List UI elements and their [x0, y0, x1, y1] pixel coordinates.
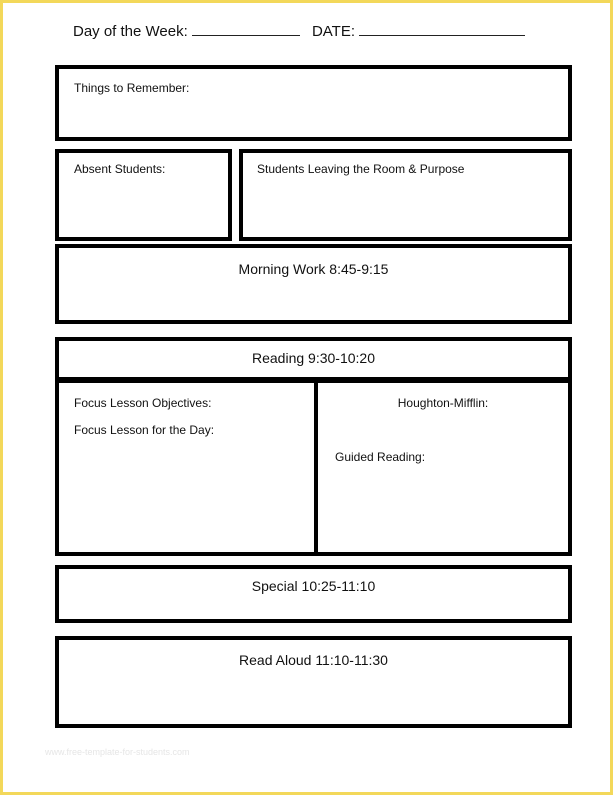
reading-heading: Reading 9:30-10:20: [252, 350, 375, 366]
special-box[interactable]: [55, 565, 572, 623]
read-aloud-box[interactable]: [55, 636, 572, 728]
focus-lesson-day-label: Focus Lesson for the Day:: [74, 423, 215, 437]
day-of-week-blank[interactable]: [192, 23, 300, 36]
read-aloud-heading: Read Aloud 11:10-11:30: [239, 652, 388, 668]
planner-page: [3, 3, 610, 792]
houghton-mifflin-box[interactable]: [314, 379, 572, 556]
date-label: DATE:: [311, 23, 356, 40]
absent-students-box[interactable]: [55, 149, 232, 241]
houghton-mifflin-label: Houghton-Mifflin:: [397, 396, 489, 410]
morning-work-heading: Morning Work 8:45-9:15: [238, 261, 389, 277]
day-of-week-label: Day of the Week:: [73, 23, 188, 40]
page-header: [73, 23, 533, 40]
date-blank[interactable]: [359, 23, 525, 36]
focus-objectives-label: Focus Lesson Objectives:: [74, 396, 212, 410]
watermark-text: www.free-template-for-students.com: [45, 747, 190, 757]
things-to-remember-label: Things to Remember:: [74, 81, 190, 95]
morning-work-box[interactable]: [55, 244, 572, 324]
reading-header-box: [55, 337, 572, 381]
absent-students-label: Absent Students:: [74, 162, 166, 176]
students-leaving-box[interactable]: [239, 149, 572, 241]
special-heading: Special 10:25-11:10: [251, 578, 376, 594]
guided-reading-label: Guided Reading:: [335, 450, 426, 464]
students-leaving-label: Students Leaving the Room & Purpose: [257, 162, 465, 176]
focus-lesson-box[interactable]: [55, 379, 318, 556]
things-to-remember-box[interactable]: [55, 65, 572, 141]
